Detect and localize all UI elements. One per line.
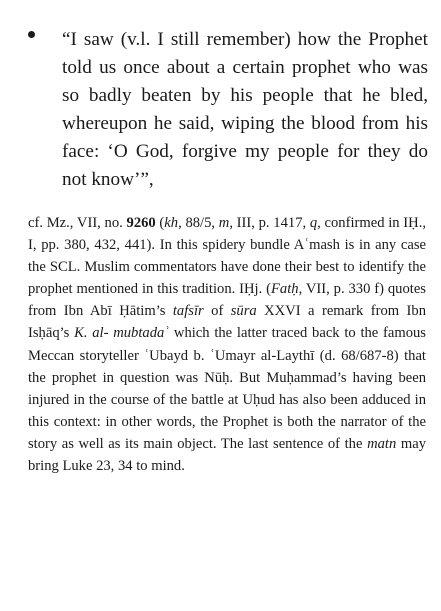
term-matn: matn bbox=[367, 435, 397, 452]
work-title-mubtada: K. al- mubtadaʾ bbox=[74, 325, 170, 342]
commentary-text: XXVI a remark from Ibn Isḥāq’s bbox=[28, 303, 426, 342]
commentary-text: which the latter traced back to the famous Meccan storyteller ʿUbayd b. ʿUmayr al-Laythī (d. 68/687-8) that the prophet in question was Nūḥ. But Muḥammad’s having been injured in the course of the battle at Uḥud has also been adduced in this context: in other words, the Prophet is both the narrator of the story as well as its main object. The last sentence of the bbox=[28, 325, 426, 452]
term-tafsir: tafsīr bbox=[172, 303, 204, 320]
quoted-tradition bbox=[28, 26, 428, 194]
commentary-text: cf. Mz., VII, no. bbox=[28, 215, 127, 231]
hadith-number: 9260 bbox=[126, 215, 156, 231]
commentary-text: , 88/5, bbox=[178, 215, 219, 231]
work-title-fath: Fatḥ bbox=[271, 281, 299, 298]
siglum-m: m bbox=[218, 215, 230, 231]
siglum-kh: kh bbox=[164, 215, 179, 231]
commentary-text: may bring Luke 23, 34 to mind. bbox=[28, 435, 426, 475]
commentary-text: ( bbox=[155, 215, 165, 231]
commentary-text: , VII, p. 330 f) quotes from Ibn Abī Ḥātim’s bbox=[28, 281, 426, 320]
commentary-text: , III, p. 1417, bbox=[229, 215, 310, 231]
term-sura: sūra bbox=[230, 303, 257, 320]
commentary-text: , confirmed in IḤ., I, pp. 380, 432, 441). In this spidery bundle Aʿmash is in any case the SCL. Muslim commentators have done their best to identify the prophet mentioned in this tradition. IḤj. ( bbox=[28, 215, 426, 298]
commentary-text: of bbox=[203, 303, 231, 320]
quote-text: “I saw (v.l. I still remember) how the Prophet told us once about a certain prophet who was so badly beaten by his people that he bled, whereupon he said, wiping the blood from his face: ‘O God, forgive my people for they do not know’”, bbox=[62, 29, 428, 190]
commentary-paragraph bbox=[28, 212, 426, 477]
bullet-icon bbox=[28, 31, 35, 38]
siglum-q: q bbox=[309, 215, 318, 231]
